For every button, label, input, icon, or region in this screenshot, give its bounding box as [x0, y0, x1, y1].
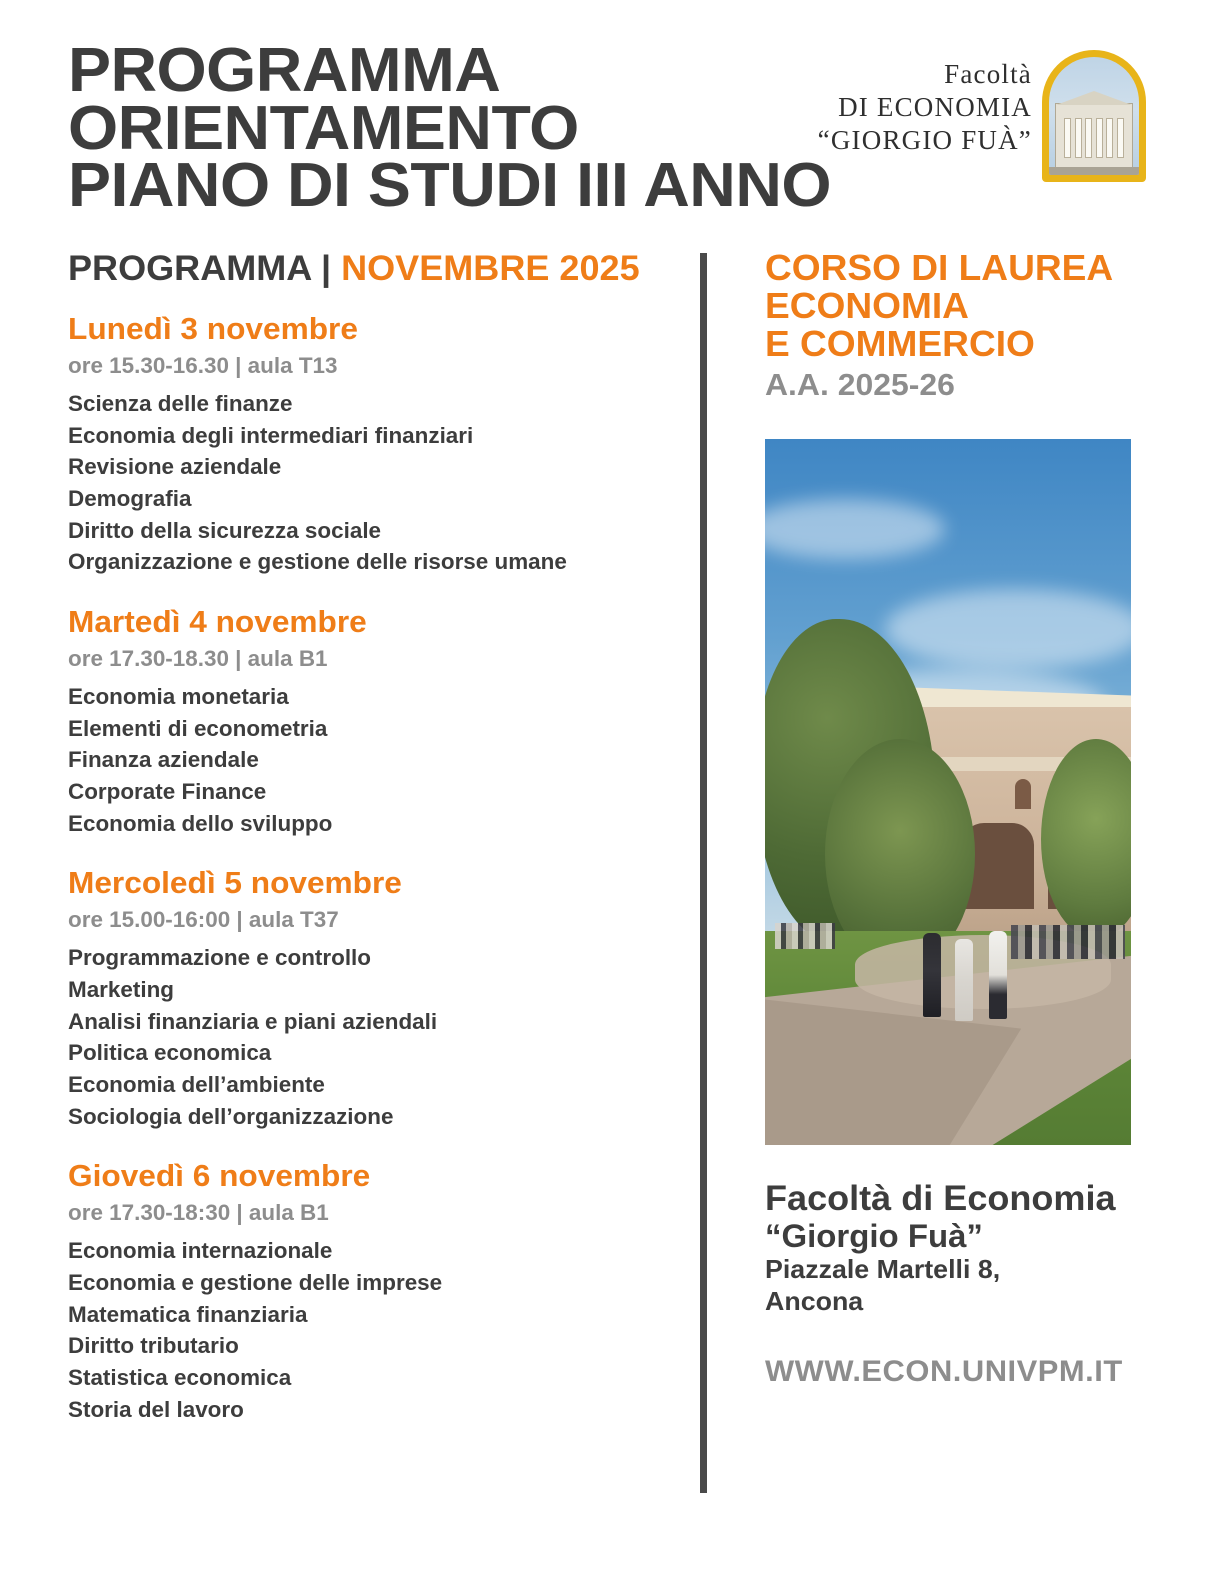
address-line-2: “Giorgio Fuà” — [765, 1217, 983, 1254]
programme-heading-plain: PROGRAMMA | — [68, 248, 342, 288]
day-block — [68, 604, 700, 839]
programme-heading — [68, 249, 719, 289]
info-column — [707, 246, 1224, 1493]
website-link[interactable]: WWW.ECON.UNIVPM.IT — [765, 1354, 1123, 1388]
course-item: Matematica finanziaria — [68, 1301, 308, 1327]
course-item: Statistica economica — [68, 1365, 292, 1391]
page-title — [68, 36, 832, 221]
day-title: Martedì 4 novembre — [68, 604, 367, 639]
course-item: Organizzazione e gestione delle risorse umane — [68, 549, 567, 575]
logo-line-3: “GIORGIO FUÀ” — [817, 124, 1032, 155]
course-item: Demografia — [68, 485, 192, 511]
course-item: Diritto della sicurezza sociale — [68, 517, 382, 543]
course-item: Marketing — [68, 977, 175, 1003]
course-item: Economia dell’ambiente — [68, 1072, 325, 1098]
title-line-1: PROGRAMMA — [68, 36, 501, 105]
faculty-logo — [818, 50, 1146, 182]
day-block — [68, 1158, 700, 1425]
day-block — [68, 865, 700, 1132]
course-item: Economia e gestione delle imprese — [68, 1270, 443, 1296]
degree-line-1: CORSO DI LAUREA — [765, 246, 1114, 288]
day-title: Mercoledì 5 novembre — [68, 865, 402, 901]
day-title: Giovedì 6 novembre — [68, 1158, 371, 1194]
faculty-logo-text — [818, 50, 1032, 157]
course-item: Elementi di econometria — [68, 715, 328, 741]
programme-heading-accent: NOVEMBRE 2025 — [341, 248, 640, 288]
day-block — [68, 311, 700, 578]
degree-line-2: ECONOMIA — [765, 285, 969, 327]
course-item: Politica economica — [68, 1040, 272, 1066]
address-line-4: Ancona — [765, 1285, 864, 1316]
arch-building-icon — [1042, 50, 1146, 182]
course-item: Economia internazionale — [68, 1238, 333, 1264]
day-time-room: ore 15.30-16.30 | aula T13 — [68, 352, 338, 378]
course-item: Analisi finanziaria e piani aziendali — [68, 1008, 438, 1034]
course-item: Diritto tributario — [68, 1333, 239, 1359]
address-line-1: Facoltà di Economia — [765, 1179, 1116, 1219]
course-item: Programmazione e controllo — [68, 945, 372, 971]
degree-title — [765, 246, 1176, 365]
degree-line-3: E COMMERCIO — [765, 323, 1035, 365]
day-time-room: ore 17.30-18.30 | aula B1 — [68, 646, 328, 671]
address-line-3: Piazzale Martelli 8, — [765, 1254, 1001, 1285]
title-line-2: ORIENTAMENTO — [68, 93, 579, 163]
day-title: Lunedì 3 novembre — [68, 310, 358, 346]
course-item: Corporate Finance — [68, 779, 267, 805]
logo-line-2: DI ECONOMIA — [838, 91, 1032, 122]
course-item: Revisione aziendale — [68, 454, 282, 480]
course-item: Storia del lavoro — [68, 1396, 244, 1422]
logo-line-1: Facoltà — [944, 59, 1032, 89]
poster-body — [0, 215, 1224, 1493]
day-time-room: ore 17.30-18:30 | aula B1 — [68, 1200, 329, 1226]
course-item: Economia monetaria — [68, 684, 289, 709]
course-item: Economia degli intermediari finanziari — [68, 422, 474, 448]
address-block — [765, 1179, 1164, 1316]
course-item: Economia dello sviluppo — [68, 810, 333, 836]
title-line-3: PIANO DI STUDI III ANNO — [68, 151, 832, 221]
course-item: Finanza aziendale — [68, 747, 259, 773]
programme-column — [0, 249, 700, 1493]
course-item: Scienza delle finanze — [68, 390, 293, 416]
day-time-room: ore 15.00-16:00 | aula T37 — [68, 907, 339, 933]
academic-year: A.A. 2025-26 — [765, 367, 955, 403]
poster-header — [0, 0, 1224, 221]
course-item: Sociologia dell’organizzazione — [68, 1103, 394, 1129]
campus-photo — [765, 439, 1131, 1145]
